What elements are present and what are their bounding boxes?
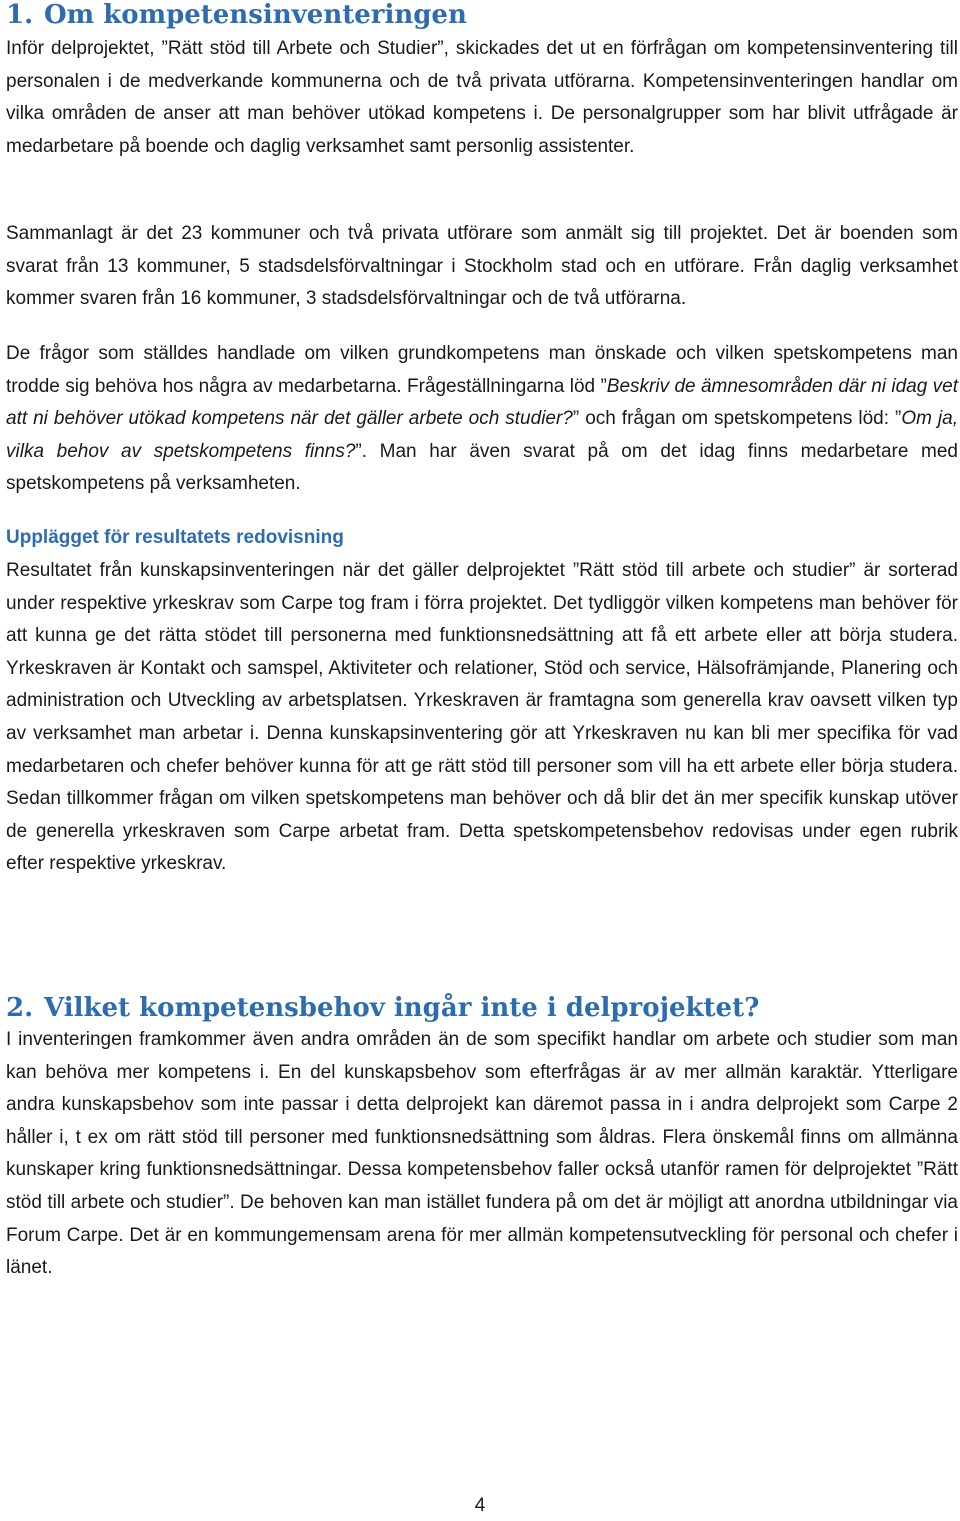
section-1-number: 1. xyxy=(6,0,34,30)
section-1-paragraph-4: Resultatet från kunskapsinventeringen när det gäller delprojektet ”Rätt stöd till arbete och studier” är sorterad under respektive yrkeskrav som Carpe tog fram i förra projektet. Det tydliggör vilken kompetens man behöver för att kunna ge det rätta stödet till personerna med funktionsnedsättning att få ett arbete eller att börja studera. Yrkeskraven är Kontakt och samspel, Aktiviteter och relationer, Stöd och service, Hälsofrämjande, Planering och administration och Utveckling av arbetsplatsen. Yrkeskraven är framtagna som generella krav oavsett vilken typ av verksamhet man arbetar i. Denna kunskapsinventering gör att Yrkeskraven nu kan bli mer specifika för vad medarbetaren och chefer behöver kunna för att ge rätt stöd till personer som vill ha ett arbete eller börja studera. Sedan tillkommer frågan om vilken spetskompetens man behöver och då blir det än mer specifik kunskap utöver de generella yrkeskraven som Carpe arbetat fram. Detta spetskompetensbehov redovisas under egen rubrik efter respektive yrkeskrav. xyxy=(6,560,958,875)
page-number: 4 xyxy=(474,1495,486,1516)
paragraph-3-text-e: ”. Man har även svarat på om det idag finns medarbetare med spetskompetens på verksamheten. xyxy=(6,440,958,495)
paragraph-3-text-a: De frågor som ställdes handlade om vilken grundkompetens man önskade och vilken spetskompetens man trodde sig behöva hos några av medarbetarna. Frågeställningarna löd ” xyxy=(6,343,958,397)
section-1-paragraph-3 xyxy=(6,338,958,501)
paragraph-3-text-c: ” och frågan om spetskompetens löd: ” xyxy=(572,408,902,430)
question-2-quote: Om ja, vilka behov av spetskompetens finns? xyxy=(6,408,959,462)
results-subheading: Upplägget för resultatets redovisning xyxy=(6,527,344,548)
section-1-title: Om kompetensinventeringen xyxy=(44,0,467,30)
section-1-heading xyxy=(6,0,467,30)
section-2-title: Vilket kompetensbehov ingår inte i delprojektet? xyxy=(44,993,760,1023)
question-1-quote: Beskriv de ämnesområden där ni idag vet att ni behöver utökad kompetens när det gäller arbete och studier? xyxy=(6,375,958,430)
section-2-number: 2. xyxy=(6,993,34,1023)
section-1-paragraph-1: Inför delprojektet, ”Rätt stöd till Arbete och Studier”, skickades det ut en förfrågan om kompetensinventering till personalen i de medverkande kommunerna och de två privata utförarna. Kompetensinventeringen handlar om vilka områden de anser att man behöver utökad kompetens i. De personalgrupper som har blivit utfrågade är medarbetare på boende och daglig verksamhet samt personlig assistenter. xyxy=(6,38,958,157)
section-1-paragraph-2: Sammanlagt är det 23 kommuner och två privata utförare som anmält sig till projektet. Det är boenden som svarat från 13 kommuner, 5 stadsdelsförvaltningar i Stockholm stad och en utförare. Från daglig verksamhet kommer svaren från 16 kommuner, 3 stadsdelsförvaltningar och de två utförarna. xyxy=(6,223,958,310)
section-2-heading xyxy=(6,993,759,1023)
section-2-paragraph-1: I inventeringen framkommer även andra områden än de som specifikt handlar om arbete och studier som man kan behöva mer kompetens i. En del kunskapsbehov som efterfrågas är av mer allmän karaktär. Ytterligare andra kunskapsbehov som inte passar i detta delprojekt kan däremot passa in i andra delprojekt som Carpe 2 håller i, t ex om rätt stöd till personer med funktionsnedsättning som åldras. Flera önskemål finns om allmänna kunskaper kring funktionsnedsättningar. Dessa kompetensbehov faller också utanför ramen för delprojektet ”Rätt stöd till arbete och studier”. De behoven kan man istället fundera på om det är möjligt att anordna utbildningar via Forum Carpe. Det är en kommungemensam arena för mer allmän kompetensutveckling för personal och chefer i länet. xyxy=(6,1029,958,1279)
